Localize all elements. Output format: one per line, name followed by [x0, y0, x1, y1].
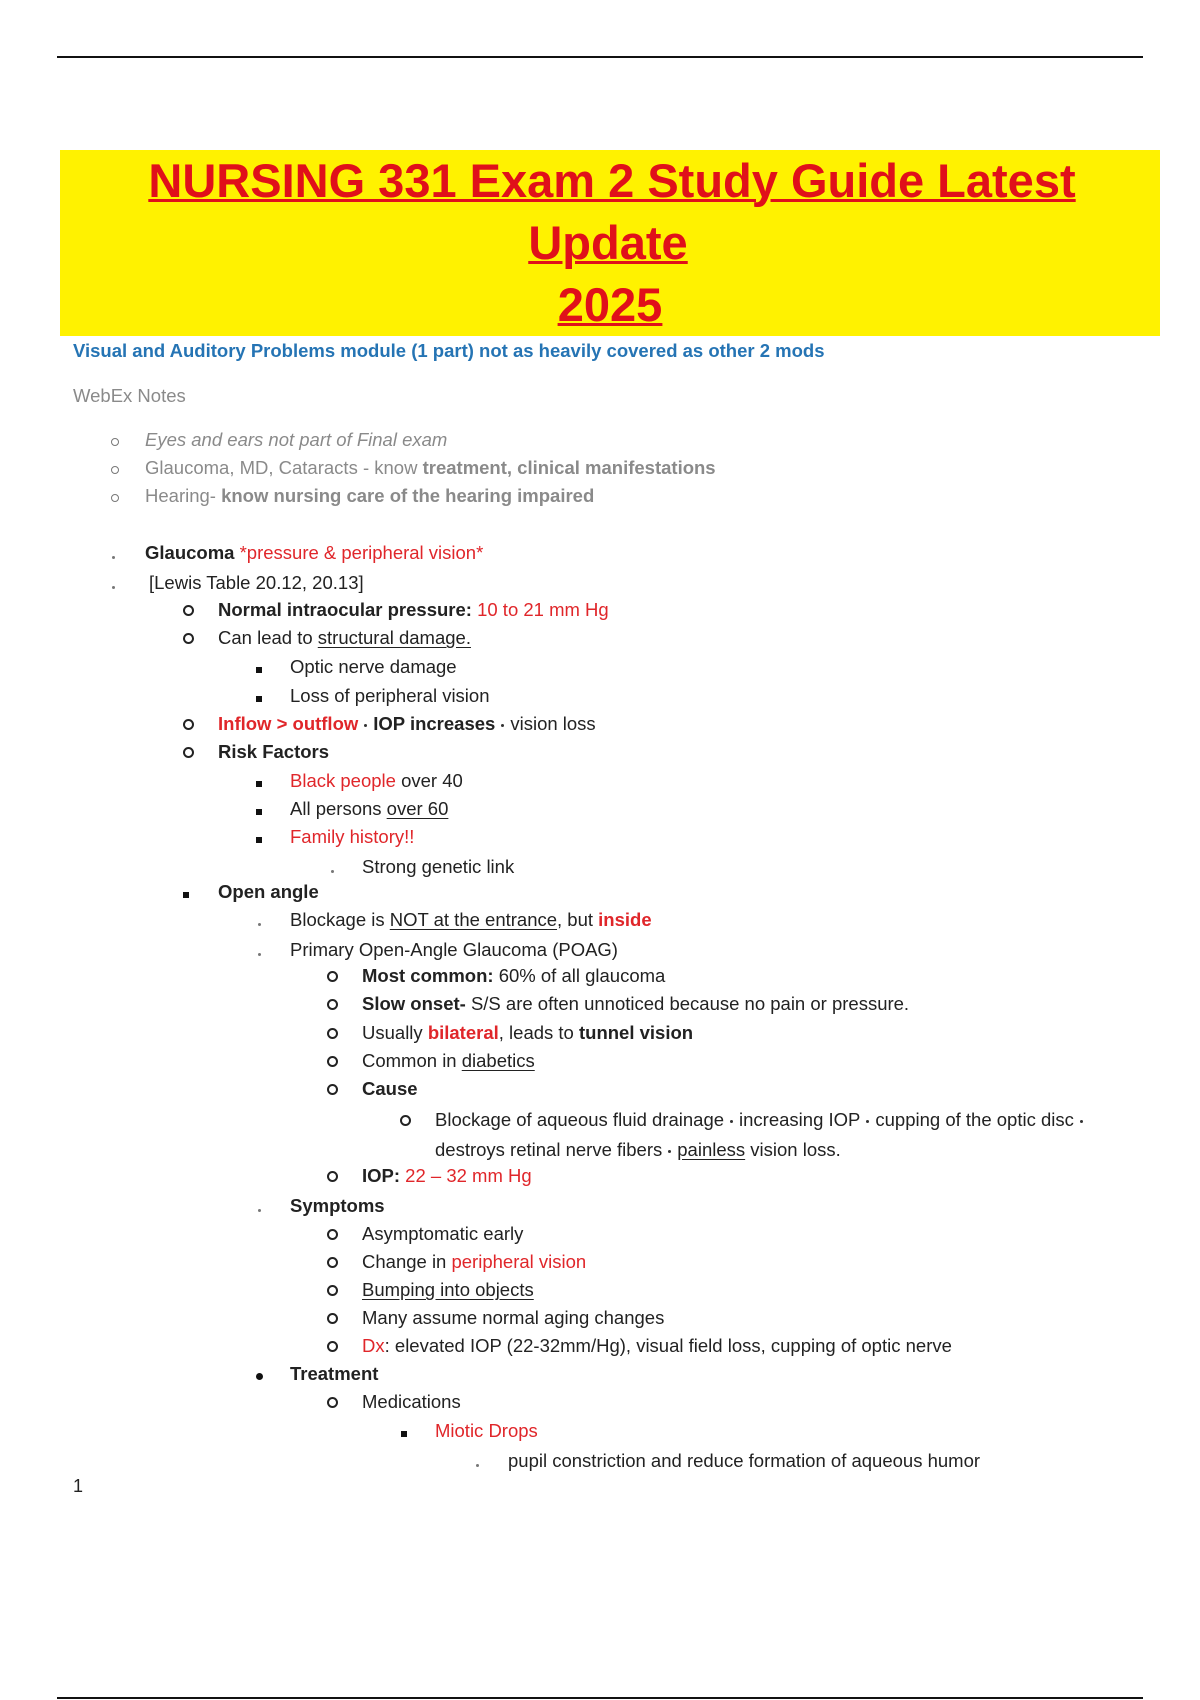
medications: Medications	[362, 1391, 461, 1412]
bullet-square-icon	[256, 684, 262, 708]
arrow-icon	[364, 724, 367, 727]
bullet-dot-icon	[331, 855, 334, 879]
bullet-circle-icon	[327, 964, 338, 988]
bullet-square-icon	[183, 880, 189, 904]
page-title	[60, 150, 1160, 336]
bullet-circle-icon	[111, 456, 119, 480]
bullet-circle-icon	[327, 1021, 338, 1045]
symptom-item: Change in peripheral vision	[362, 1251, 587, 1272]
glaucoma-heading: Glaucoma *pressure & peripheral vision*	[145, 542, 484, 563]
arrow-icon	[668, 1150, 671, 1153]
bullet-circle-icon	[111, 484, 119, 508]
bullet-circle-icon	[327, 1077, 338, 1101]
bullet-circle-icon	[327, 1164, 338, 1188]
most-common: Most common: 60% of all glaucoma	[362, 965, 666, 986]
risk-factors-heading: Risk Factors	[218, 741, 330, 762]
arrow-icon	[730, 1120, 733, 1123]
bullet-circle-icon	[183, 712, 194, 736]
module-heading: Visual and Auditory Problems module (1 part) not as heavily covered as other 2 mods	[73, 340, 825, 361]
bullet-circle-icon	[327, 1334, 338, 1358]
bullet-circle-icon	[327, 1250, 338, 1274]
cause-chain-1: Blockage of aqueous fluid drainage increasing IOP cupping of the optic disc	[435, 1108, 1089, 1132]
inflow-outflow: Inflow > outflow IOP increases vision loss	[218, 713, 596, 734]
bullet-dot-icon	[112, 541, 115, 565]
structural-damage: Can lead to structural damage.	[218, 627, 471, 648]
bullet-circle-icon	[327, 1278, 338, 1302]
iop-range: IOP: 22 – 32 mm Hg	[362, 1165, 532, 1186]
bullet-disc-icon	[256, 1362, 263, 1386]
miotic-drops: Miotic Drops	[435, 1420, 538, 1441]
webex-heading: WebEx Notes	[73, 385, 186, 406]
symptoms-heading: Symptoms	[290, 1195, 385, 1216]
page-number: 1	[73, 1476, 84, 1496]
blockage-location: Blockage is NOT at the entrance, but inside	[290, 909, 652, 930]
slow-onset: Slow onset- S/S are often unnoticed because no pain or pressure.	[362, 993, 910, 1014]
symptom-item: Many assume normal aging changes	[362, 1307, 665, 1328]
optic-nerve-damage: Optic nerve damage	[290, 656, 457, 677]
symptom-item: Asymptomatic early	[362, 1223, 524, 1244]
bullet-circle-icon	[327, 992, 338, 1016]
common-diabetics: Common in diabetics	[362, 1050, 535, 1071]
glaucoma-reference: [Lewis Table 20.12, 20.13]	[149, 572, 364, 593]
cause-chain-2: destroys retinal nerve fibers painless vision loss.	[435, 1139, 841, 1160]
bullet-circle-icon	[327, 1306, 338, 1330]
bullet-circle-icon	[111, 428, 119, 452]
bilateral-tunnel-vision: Usually bilateral, leads to tunnel vision	[362, 1022, 694, 1043]
risk-over-60: All persons over 60	[290, 798, 449, 819]
bullet-dot-icon	[112, 571, 115, 595]
bullet-dot-icon	[476, 1449, 479, 1473]
bullet-circle-icon	[183, 626, 194, 650]
treatment-heading: Treatment	[290, 1363, 379, 1384]
title-line-1: NURSING 331 Exam 2 Study Guide Latest Update	[144, 154, 1075, 269]
bullet-circle-icon	[327, 1222, 338, 1246]
genetic-link: Strong genetic link	[362, 856, 515, 877]
bullet-circle-icon	[183, 598, 194, 622]
bottom-rule	[57, 1697, 1143, 1699]
bullet-circle-icon	[327, 1390, 338, 1414]
bullet-circle-icon	[327, 1049, 338, 1073]
risk-black-people: Black people over 40	[290, 770, 463, 791]
loss-peripheral-vision: Loss of peripheral vision	[290, 685, 490, 706]
pupil-constriction: pupil constriction and reduce formation of aqueous humor	[508, 1450, 981, 1471]
title-line-2: 2025	[554, 278, 667, 331]
bullet-square-icon	[256, 797, 262, 821]
bullet-circle-icon	[183, 740, 194, 764]
arrow-icon	[501, 724, 504, 727]
cause-heading: Cause	[362, 1078, 418, 1099]
bullet-square-icon	[256, 825, 262, 849]
normal-iop: Normal intraocular pressure: 10 to 21 mm Hg	[218, 599, 609, 620]
bullet-square-icon	[401, 1419, 407, 1443]
risk-family-history: Family history!!	[290, 826, 415, 847]
webex-item: Eyes and ears not part of Final exam	[145, 429, 448, 450]
bullet-square-icon	[256, 769, 262, 793]
bullet-square-icon	[256, 655, 262, 679]
poag: Primary Open-Angle Glaucoma (POAG)	[290, 939, 618, 960]
arrow-icon	[1080, 1120, 1083, 1123]
top-rule	[57, 56, 1143, 58]
symptom-item: Bumping into objects	[362, 1279, 534, 1300]
bullet-dot-icon	[258, 1194, 261, 1218]
webex-item: Glaucoma, MD, Cataracts - know treatment, clinical manifestations	[145, 457, 716, 478]
diagnosis: Dx: elevated IOP (22-32mm/Hg), visual field loss, cupping of optic nerve	[362, 1335, 952, 1356]
arrow-icon	[866, 1120, 869, 1123]
bullet-dot-icon	[258, 938, 261, 962]
open-angle-heading: Open angle	[218, 881, 319, 902]
bullet-dot-icon	[258, 908, 261, 932]
webex-item: Hearing- know nursing care of the hearing impaired	[145, 485, 595, 506]
bullet-circle-icon	[400, 1108, 411, 1132]
